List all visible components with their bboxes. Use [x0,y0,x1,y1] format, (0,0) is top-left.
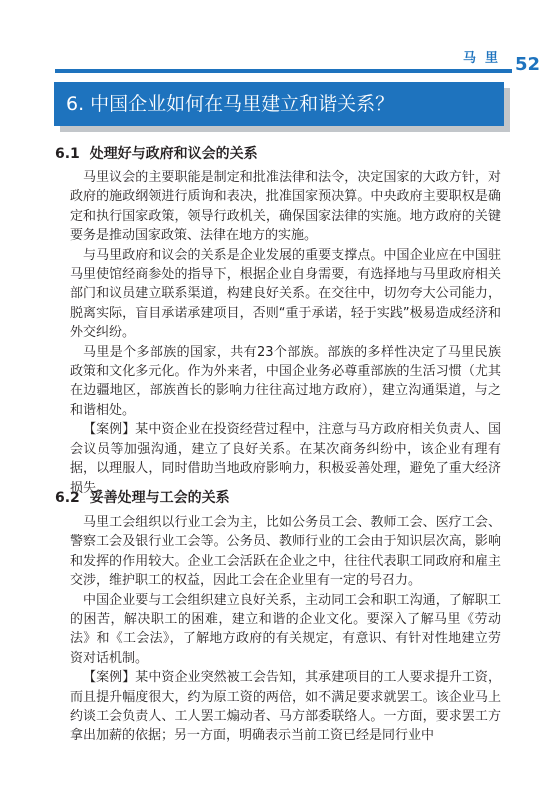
page-number: 52 [515,54,541,75]
header-country: 马里 [463,51,508,66]
section-title: 妥善处理与工会的关系 [89,490,230,506]
paragraph: 【案例】某中资企业在投资经营过程中，注意与马方政府相关负责人、国会议员等加强沟通，建立了良好关系。在某次商务纠纷中，该企业有理有据，以理服人，同时借助当地政府影响力，积极妥善处理，避免了重大经济损失。 [70,422,501,496]
paragraph: 与马里政府和议会的关系是企业发展的重要支撑点。中国企业应在中国驻马里使馆经商参处的指导下，根据企业自身需要，有选择地与马里政府相关部门和议员建立联系渠道，构建良好关系。在交往中，切勿夸大公司能力，脱离实际，盲目承诺承建项目，否则“重于承诺，轻于实践”极易造成经济和外交纠纷。 [70,247,501,341]
chapter-title: 6. 中国企业如何在马里建立和谐关系？ [54,82,504,126]
header-rule [55,69,512,73]
paragraph: 马里是个多部族的国家，共有23个部族。部族的多样性决定了马里民族政策和文化多元化。作为外来者，中国企业务必尊重部族的生活习惯（尤其在边疆地区，部族酋长的影响力往往高过地方政府），建立沟通渠道，与之和谐相处。 [70,344,501,418]
section-body-6-2 [70,513,501,746]
section-heading-6-2 [55,487,230,507]
section-number: 6.1 [55,146,80,162]
section-number: 6.2 [55,490,80,506]
paragraph: 马里工会组织以行业工会为主，比如公务员工会、教师工会、医疗工会、警察工会及银行业工会等。公务员、教师行业的工会由于知识层次高，影响和发挥的作用较大。企业工会活跃在企业之中，往往代表职工同政府和雇主交涉，维护职工的权益，因此工会在企业里有一定的号召力。 [70,515,501,589]
paragraph: 马里议会的主要职能是制定和批准法律和法令，决定国家的大政方针，对政府的施政纲领进行质询和表决，批准国家预决算。中央政府主要职权是确定和执行国家政策，领导行政机关，确保国家法律的实施。地方政府的关键要务是推动国家政策、法律在地方的实施。 [70,170,501,244]
paragraph: 【案例】某中资企业突然被工会告知，其承建项目的工人要求提升工资，而且提升幅度很大，约为原工资的两倍，如不满足要求就罢工。该企业马上约谈工会负责人、工人罢工煽动者、马方部委联络人。一方面，要求罢工方拿出加薪的依据；另一方面，明确表示当前工资已经是同行业中 [70,670,501,744]
section-title: 处理好与政府和议会的关系 [89,146,258,162]
section-body-6-1 [70,168,501,498]
section-heading-6-1 [55,143,258,163]
paragraph: 中国企业要与工会组织建立良好关系，主动同工会和职工沟通，了解职工的困苦，解决职工的困难，建立和谐的企业文化。要深入了解马里《劳动法》和《工会法》，了解地方政府的有关规定，有意识、有针对性地建立劳资对话机制。 [70,592,501,666]
